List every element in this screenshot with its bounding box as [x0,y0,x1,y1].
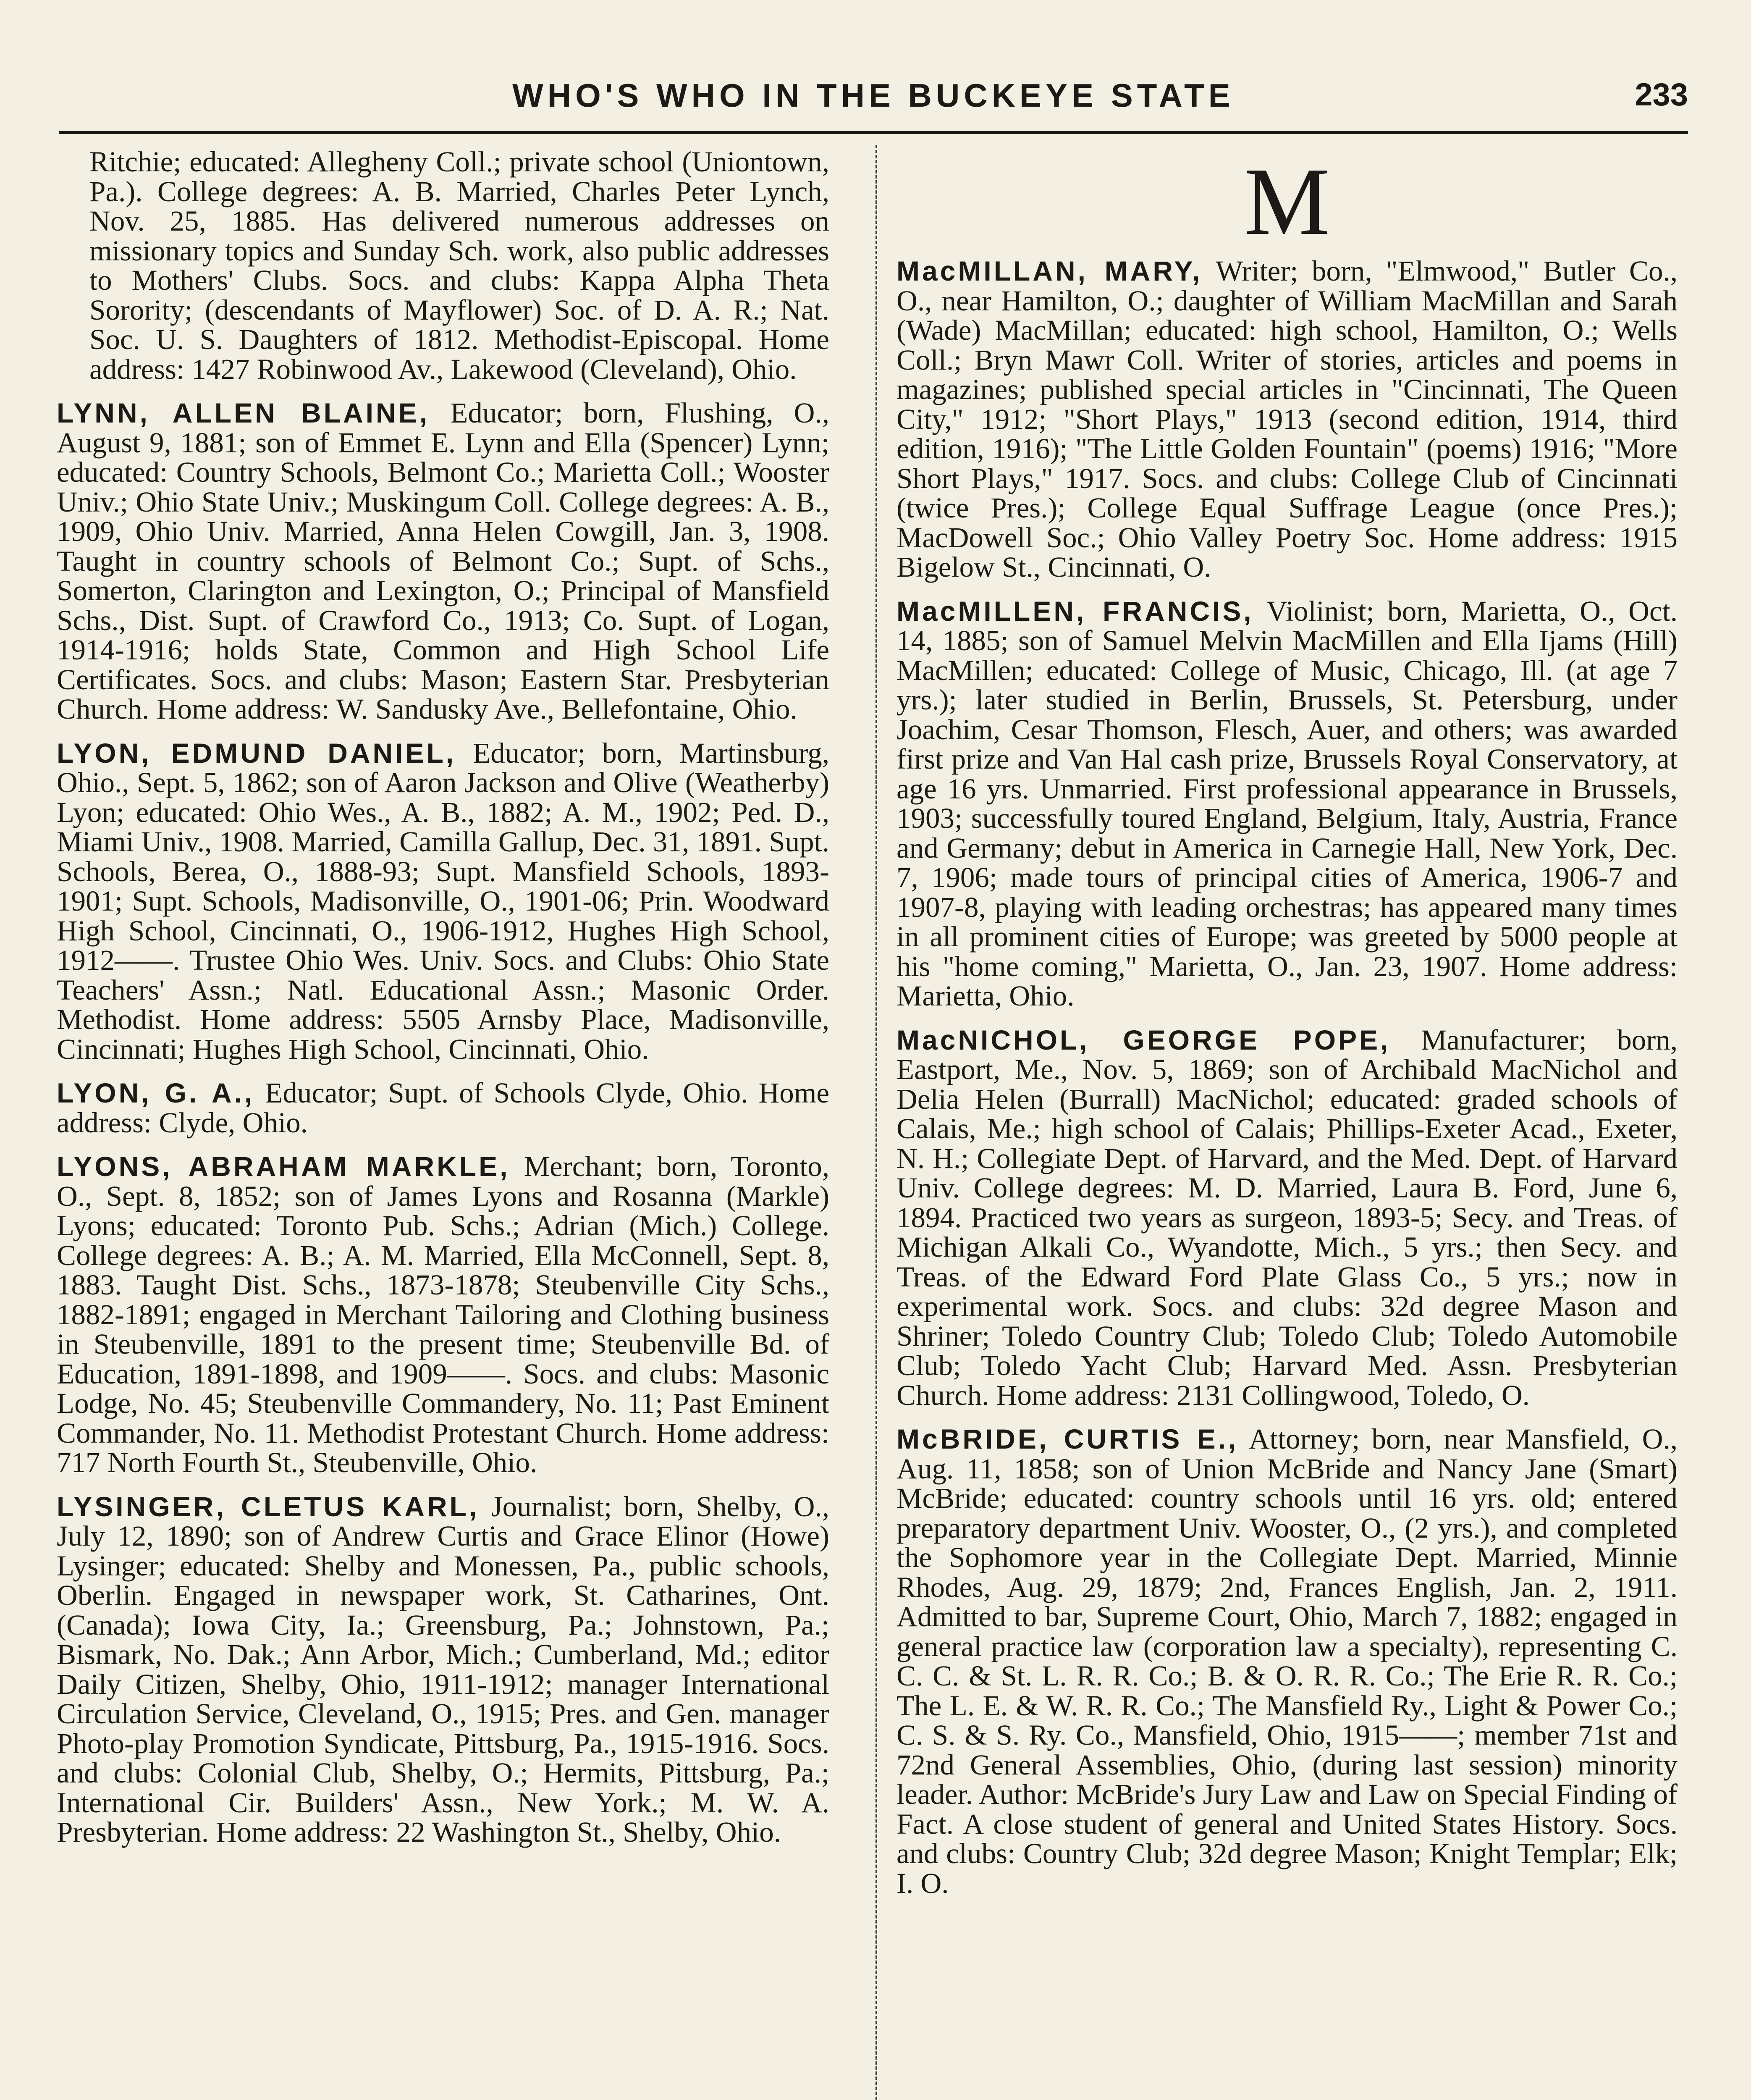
biography-entry [896,256,1678,582]
page-header [59,71,1688,122]
entry-name: MacNICHOL, GEORGE POPE, [896,1024,1391,1055]
entry-name: MacMILLAN, MARY, [896,255,1203,286]
biography-entry [57,1078,829,1137]
section-letter: M [1244,148,1330,255]
biography-entry [57,398,829,724]
running-title: WHO'S WHO IN THE BUCKEYE STATE [512,77,1235,114]
biography-entry [896,596,1678,1011]
biography-entry [57,738,829,1064]
entry-text: Merchant; born, Toronto, O., Sept. 8, 1852; son of James Lyons and Rosanna (Markle) Lyons; educated: Toronto Pub. Schs.; Adrian (Mich.) College. College degrees: A. B.; A. M. Married, Ella McConnell, Sept. 8, 1883. Taught Dist. Schs., 1873-1878; Steubenville City Schs., 1882-1891; engaged in Merchant Tailoring and Clothing business in Steubenville, 1891 to the present time; Steubenville Bd. of Education, 1891-1898, and 1909——. Socs. and clubs: Masonic Lodge, No. 45; Steubenville Commandery, No. 11; Past Eminent Commander, No. 11. Methodist Protestant Church. Home address: 717 North Fourth St., Steubenville, Ohio. [57,1150,829,1478]
biography-entry [57,1492,829,1847]
left-column [57,147,829,1861]
entry-text: Educator; born, Martinsburg, Ohio., Sept. 5, 1862; son of Aaron Jackson and Olive (Weatherby) Lyon; educated: Ohio Wes., A. B., 1882; A. M., 1902; Ped. D., Miami Univ., 1908. Married, Camilla Gallup, Dec. 31, 1891. Supt. Schools, Berea, O., 1888-93; Supt. Mansfield Schools, 1893-1901; Supt. Schools, Madisonville, O., 1901-06; Prin. Woodward High School, Cincinnati, O., 1906-1912, Hughes High School, 1912——. Trustee Ohio Wes. Univ. Socs. and Clubs: Ohio State Teachers' Assn.; Natl. Educational Assn.; Masonic Order. Methodist. Home address: 5505 Arnsby Place, Madisonville, Cincinnati; Hughes High School, Cincinnati, Ohio. [57,737,830,1065]
continued-entry-text: Ritchie; educated: Allegheny Coll.; private school (Uniontown, Pa.). College degrees: A. B. Married, Charles Peter Lynch, Nov. 25, 1885. Has delivered numerous addresses on missionary topics and Sunday Sch. work, also public addresses to Mothers' Clubs. Socs. and clubs: Kappa Alpha Theta Sorority; (descendants of Mayflower) Soc. of D. A. R.; Nat. Soc. U. S. Daughters of 1812. Methodist-Episcopal. Home address: 1427 Robinwood Av., Lakewood (Cleveland), Ohio. [89,146,829,385]
entry-text: Journalist; born, Shelby, O., July 12, 1890; son of Andrew Curtis and Grace Elinor (Howe) Lysinger; educated: Shelby and Monessen, Pa., public schools, Oberlin. Engaged in newspaper work, St. Catharines, Ont. (Canada); Iowa City, Ia.; Greensburg, Pa.; Johnstown, Pa.; Bismark, No. Dak.; Ann Arbor, Mich.; Cumberland, Md.; editor Daily Citizen, Shelby, Ohio, 1911-1912; manager International Circulation Service, Cleveland, O., 1915; Pres. and Gen. manager Photo-play Promotion Syndicate, Pittsburg, Pa., 1915-1916. Socs. and clubs: Colonial Club, Shelby, O.; Hermits, Pittsburg, Pa.; International Cir. Builders' Assn., New York.; M. W. A. Presbyterian. Home address: 22 Washington St., Shelby, Ohio. [57,1490,829,1848]
biography-entry [896,1424,1678,1898]
entry-name: LYSINGER, CLETUS KARL, [57,1491,480,1522]
column-divider [876,145,877,2100]
page-number: 233 [1635,77,1688,113]
entry-name: LYON, G. A., [57,1077,255,1108]
entry-text: Educator; born, Flushing, O., August 9, 1881; son of Emmet E. Lynn and Ella (Spencer) Lynn; educated: Country Schools, Belmont Co.; Marietta Coll.; Wooster Univ.; Ohio State Univ.; Muskingum Coll. College degrees: A. B., 1909, Ohio Univ. Married, Anna Helen Cowgill, Jan. 3, 1908. Taught in country schools of Belmont Co.; Supt. of Schs., Somerton, Clarington and Lexington, O.; Principal of Mansfield Schs., Dist. Supt. of Crawford Co., 1913; Co. Supt. of Logan, 1914-1916; holds State, Common and High School Life Certificates. Socs. and clubs: Mason; Eastern Star. Presbyterian Church. Home address: W. Sandusky Ave., Bellefontaine, Ohio. [57,397,829,725]
entry-name: LYONS, ABRAHAM MARKLE, [57,1151,510,1182]
entry-name: McBRIDE, CURTIS E., [896,1423,1239,1454]
entry-name: MacMILLEN, FRANCIS, [896,595,1254,627]
entry-text: Manufacturer; born, Eastport, Me., Nov. 5, 1869; son of Archibald MacNichol and Delia Helen (Burrall) MacNichol; educated: graded schools of Calais, Me.; high school of Calais; Phillips-Exeter Acad., Exeter, N. H.; Collegiate Dept. of Harvard, and the Med. Dept. of Harvard Univ. College degrees: M. D. Married, Laura B. Ford, June 6, 1894. Practiced two years as surgeon, 1893-5; Secy. and Treas. of Michigan Alkali Co., Wyandotte, Mich., 5 yrs.; then Secy. and Treas. of the Edward Ford Plate Glass Co., 5 yrs.; now in experimental work. Socs. and clubs: 32d degree Mason and Shriner; Toledo Country Club; Toledo Club; Toledo Automobile Club; Toledo Yacht Club; Harvard Med. Assn. Presbyterian Church. Home address: 2131 Collingwood, Toledo, O. [896,1024,1678,1411]
entry-text: Writer; born, "Elmwood," Butler Co., O., near Hamilton, O.; daughter of William MacMillan and Sarah (Wade) MacMillan; educated: high school, Hamilton, O.; Wells Coll.; Bryn Mawr Coll. Writer of stories, articles and poems in magazines; published special articles in "Cincinnati, The Queen City," 1912; "Short Plays," 1913 (second edition, 1914, third edition, 1916); "The Little Golden Fountain" (poems) 1916; "More Short Plays," 1917. Socs. and clubs: College Club of Cincinnati (twice Pres.); College Equal Suffrage League (once Pres.); MacDowell Soc.; Ohio Valley Poetry Soc. Home address: 1915 Bigelow St., Cincinnati, O. [896,255,1678,583]
entry-text: Educator; Supt. of Schools Clyde, Ohio. Home address: Clyde, Ohio. [57,1077,829,1139]
header-rule [59,131,1688,134]
biography-entry [896,1025,1678,1410]
right-column [896,147,1678,1912]
biography-entry [57,1152,829,1478]
entry-text: Violinist; born, Marietta, O., Oct. 14, 1885; son of Samuel Melvin MacMillen and Ella Ijams (Hill) MacMillen; educated: College of Music, Chicago, Ill. (at age 7 yrs.); later studied in Berlin, Brussels, St. Petersburg, under Joachim, Cesar Thomson, Flesch, Auer, and others; was awarded first prize and Van Hal cash prize, Brussels Royal Conservatory, at age 16 yrs. Unmarried. First professional appearance in Brussels, 1903; successfully toured England, Belgium, Italy, Austria, France and Germany; debut in America in Carnegie Hall, New York, Dec. 7, 1906; made tours of principal cities of America, 1906-7 and 1907-8, playing with leading orchestras; has appeared many times in all prominent cities of Europe; was greeted by 5000 people at his "home coming," Marietta, O., Jan. 23, 1907. Home address: Marietta, Ohio. [896,595,1678,1012]
entry-name: LYNN, ALLEN BLAINE, [57,397,430,428]
entry-text: Attorney; born, near Mansfield, O., Aug. 11, 1858; son of Union McBride and Nancy Jane (Smart) McBride; educated: country schools until 16 yrs. old; entered preparatory department Univ. Wooster, O., (2 yrs.), and completed the Sophomore year in the Collegiate Dept. Married, Minnie Rhodes, Aug. 29, 1879; 2nd, Frances English, Jan. 2, 1911. Admitted to bar, Supreme Court, Ohio, March 7, 1882; engaged in general practice law (corporation law a specialty), representing C. C. C. & St. L. R. R. Co.; B. & O. R. R. Co.; The Erie R. R. Co.; The L. E. & W. R. R. Co.; The Mansfield Ry., Light & Power Co.; C. S. & S. Ry. Co., Mansfield, Ohio, 1915——; member 71st and 72nd General Assemblies, Ohio, (during last session) minority leader. Author: McBride's Jury Law and Law on Special Finding of Fact. A close student of general and United States History. Socs. and clubs: Country Club; 32d degree Mason; Knight Templar; Elk; I. O. [896,1423,1678,1899]
entry-name: LYON, EDMUND DANIEL, [57,737,456,769]
